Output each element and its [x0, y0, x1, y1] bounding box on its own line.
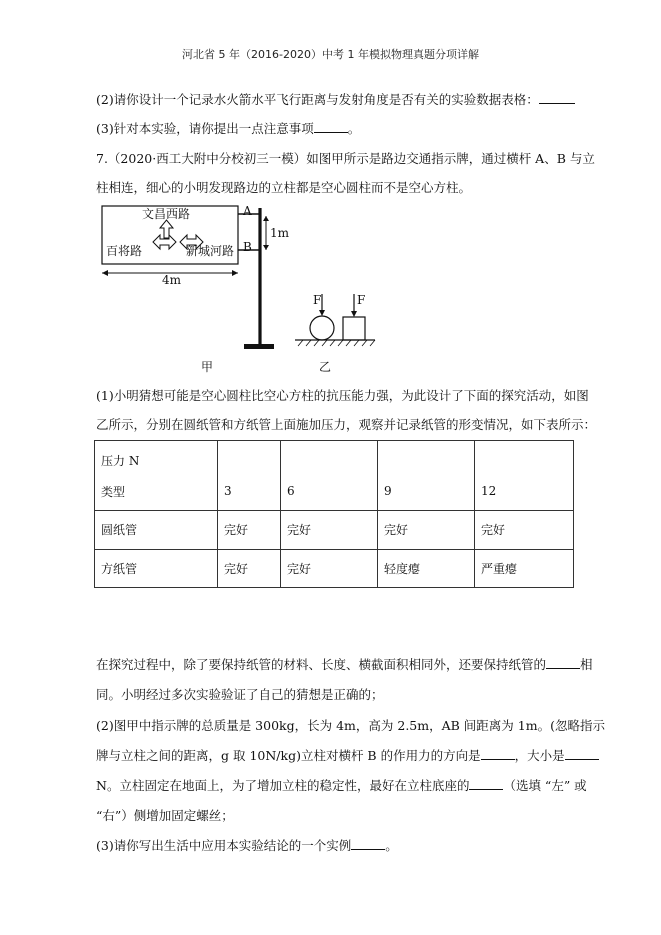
force-cell: 6 — [281, 441, 378, 511]
after-table-line-1: 在探究过程中，除了要保持纸管的材料、长度、横截面积相同外，还要保持纸管的 相 — [96, 657, 593, 672]
label-A: A — [243, 204, 252, 218]
part-1-line-1: (1)小明猜想可能是空心圆柱比空心方柱的抗压能力强，为此设计了下面的探究活动，如图 — [96, 388, 589, 403]
width-arrow-left-icon — [102, 270, 108, 276]
force-cell: 9 — [378, 441, 475, 511]
table-cell: 完好 — [281, 549, 378, 588]
width-arrow-right-icon — [232, 270, 238, 276]
row-label: 方纸管 — [95, 549, 218, 588]
question-7-line-1: 7.（2020·西工大附中分校初三一模）如图甲所示是路边交通指示牌，通过横杆 A、B 与立 — [96, 151, 595, 166]
round-tube — [310, 316, 334, 340]
sign-label-left: 百将路 — [106, 244, 143, 258]
table-cell: 完好 — [218, 511, 281, 550]
answer-blank[interactable] — [565, 746, 599, 760]
row-label: 圆纸管 — [95, 511, 218, 550]
figure-drawing — [100, 200, 400, 375]
after-table-line-2: 同。小明经过多次实验验证了自己的猜想是正确的； — [96, 687, 384, 702]
table-row — [95, 511, 574, 550]
sign-label-right: 新城河路 — [186, 244, 235, 258]
table-cell: 轻度瘪 — [378, 549, 475, 588]
height-arrow-down-icon — [263, 245, 269, 250]
answer-blank[interactable] — [314, 119, 348, 133]
sign-arrow-up-icon — [160, 220, 173, 238]
force-label-2: F — [357, 293, 366, 307]
question-6-part-2: (2)请你设计一个记录水火箭水平飞行距离与发射角度是否有关的实验数据表格： — [96, 90, 576, 108]
height-label: 1m — [270, 226, 290, 240]
part-2-line-4: “右”）侧增加固定螺丝； — [96, 808, 234, 823]
header-type-label: 类型 — [101, 484, 126, 499]
table-row — [95, 549, 574, 588]
force-cell: 12 — [475, 441, 574, 511]
caption-right: 乙 — [319, 360, 332, 374]
label-B: B — [243, 240, 252, 254]
answer-blank[interactable] — [481, 746, 515, 760]
caption-left: 甲 — [201, 360, 214, 374]
height-arrow-up-icon — [263, 216, 269, 221]
sign-label-top: 文昌西路 — [142, 207, 191, 221]
width-label: 4m — [162, 273, 182, 287]
figure-sign-and-tubes — [100, 200, 400, 375]
ground-hatch — [298, 340, 375, 346]
part-3-line: (3)请你写出生活中应用本实验结论的一个实例 。 — [96, 838, 398, 853]
question-7-line-2: 柱相连，细心的小明发现路边的立柱都是空心圆柱而不是空心方柱。 — [96, 180, 472, 195]
table-cell: 完好 — [218, 549, 281, 588]
table-cell: 严重瘪 — [475, 549, 574, 588]
force-arrowhead-1-icon — [319, 310, 325, 316]
answer-blank[interactable] — [539, 90, 575, 104]
part-1-line-2: 乙所示，分别在圆纸管和方纸管上面施加压力，观察并记录纸管的形变情况，如下表所示： — [96, 417, 597, 432]
page-header: 河北省 5 年（2016-2020）中考 1 年模拟物理真题分项详解 — [182, 48, 479, 61]
table-corner-cell — [95, 441, 218, 511]
force-arrowhead-2-icon — [351, 311, 357, 317]
header-force-label: 压力 N — [101, 453, 140, 468]
answer-blank[interactable] — [351, 836, 385, 850]
answer-blank[interactable] — [546, 655, 580, 669]
results-table — [94, 440, 574, 588]
answer-blank[interactable] — [469, 776, 503, 790]
pole-base — [244, 344, 274, 349]
square-tube — [343, 317, 365, 340]
force-label-1: F — [313, 293, 322, 307]
table-header-row — [95, 441, 574, 511]
table-cell: 完好 — [475, 511, 574, 550]
part-2-line-3: N。立柱固定在地面上，为了增加立柱的稳定性，最好在立柱底座的 （选填 “左” 或 — [96, 778, 587, 793]
question-6-part-3: (3)针对本实验，请你提出一点注意事项 。 — [96, 121, 361, 136]
force-cell: 3 — [218, 441, 281, 511]
table-cell: 完好 — [378, 511, 475, 550]
part-2-line-1: (2)图甲中指示牌的总质量是 300kg，长为 4m，高为 2.5m，AB 间距离为 1m。(忽略指示 — [96, 718, 605, 733]
part-2-line-2: 牌与立柱之间的距离，g 取 10N/kg)立柱对横杆 B 的作用力的方向是 ，大小是 — [96, 746, 576, 764]
table-cell: 完好 — [281, 511, 378, 550]
